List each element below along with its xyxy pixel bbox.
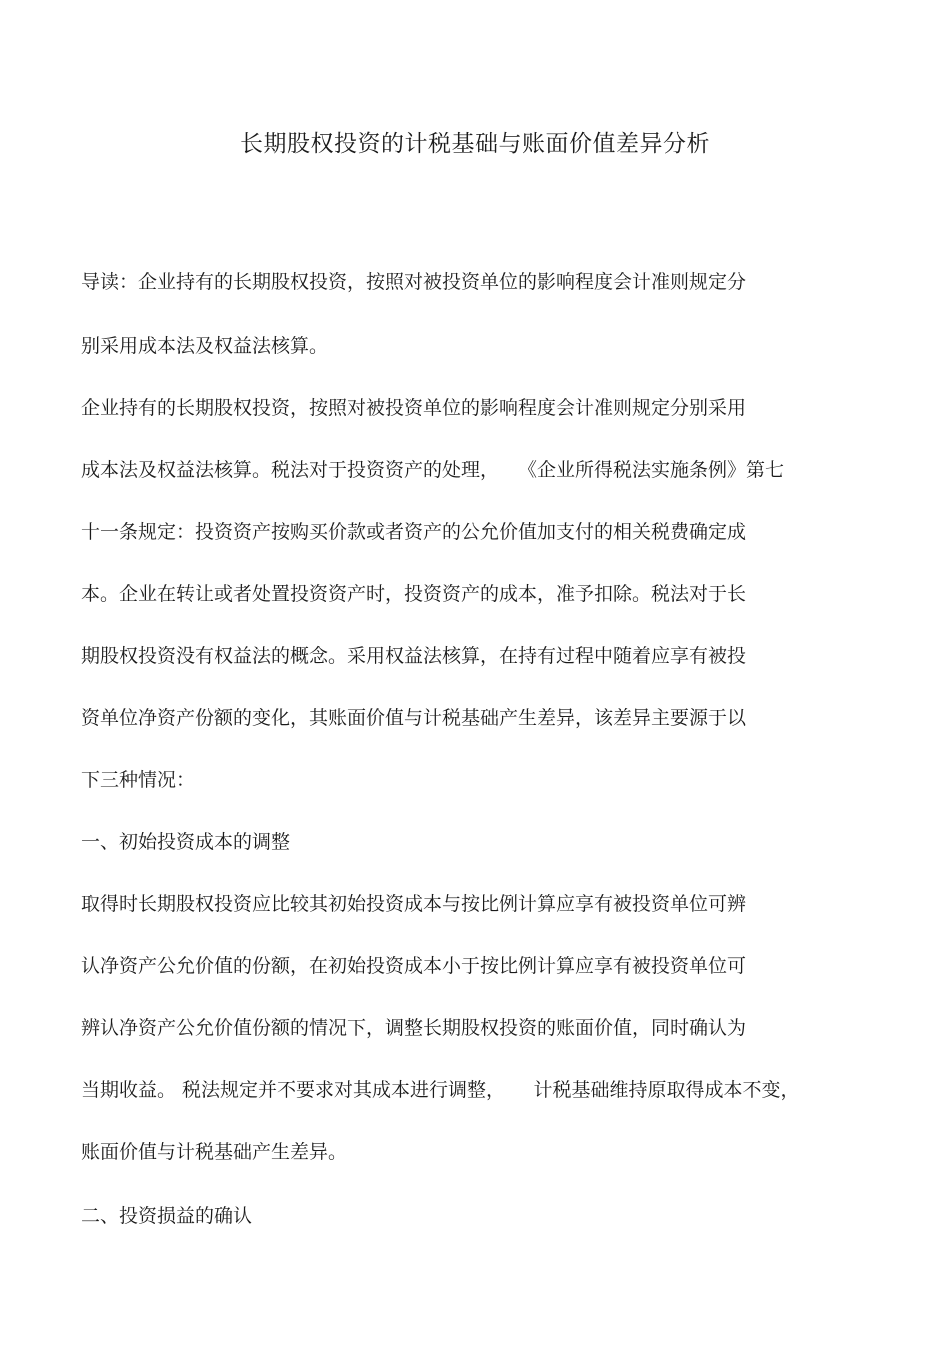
document-title: 长期股权投资的计税基础与账面价值差异分析 (240, 131, 710, 157)
paragraph-line: 成本法及权益法核算。税法对于投资资产的处理， 《企业所得税法实施条例》第七 (81, 459, 785, 481)
paragraph-line: 辨认净资产公允价值份额的情况下，调整长期股权投资的账面价值，同时确认为 (81, 1017, 747, 1039)
paragraph-line: 账面价值与计税基础产生差异。 (81, 1141, 348, 1163)
paragraph-line: 资单位净资产份额的变化，其账面价值与计税基础产生差异，该差异主要源于以 (81, 707, 747, 729)
paragraph-line: 下三种情况： (81, 769, 196, 791)
paragraph-line: 当期收益。 税法规定并不要求对其成本进行调整， 计税基础维持原取得成本不变， (81, 1079, 800, 1101)
paragraph-line: 十一条规定：投资资产按购买价款或者资产的公允价值加支付的相关税费确定成 (81, 521, 747, 543)
paragraph-line: 本。企业在转让或者处置投资资产时，投资资产的成本，准予扣除。税法对于长 (81, 583, 747, 605)
paragraph-line: 别采用成本法及权益法核算。 (81, 335, 329, 357)
section-heading: 二、投资损益的确认 (81, 1205, 253, 1227)
paragraph-line: 认净资产公允价值的份额，在初始投资成本小于按比例计算应享有被投资单位可 (81, 955, 747, 977)
paragraph-line: 企业持有的长期股权投资，按照对被投资单位的影响程度会计准则规定分别采用 (81, 397, 747, 419)
section-heading: 一、初始投资成本的调整 (81, 831, 291, 853)
paragraph-line: 取得时长期股权投资应比较其初始投资成本与按比例计算应享有被投资单位可辨 (81, 893, 747, 915)
paragraph-line: 导读：企业持有的长期股权投资，按照对被投资单位的影响程度会计准则规定分 (81, 271, 747, 293)
paragraph-line: 期股权投资没有权益法的概念。采用权益法核算，在持有过程中随着应享有被投 (81, 645, 747, 667)
